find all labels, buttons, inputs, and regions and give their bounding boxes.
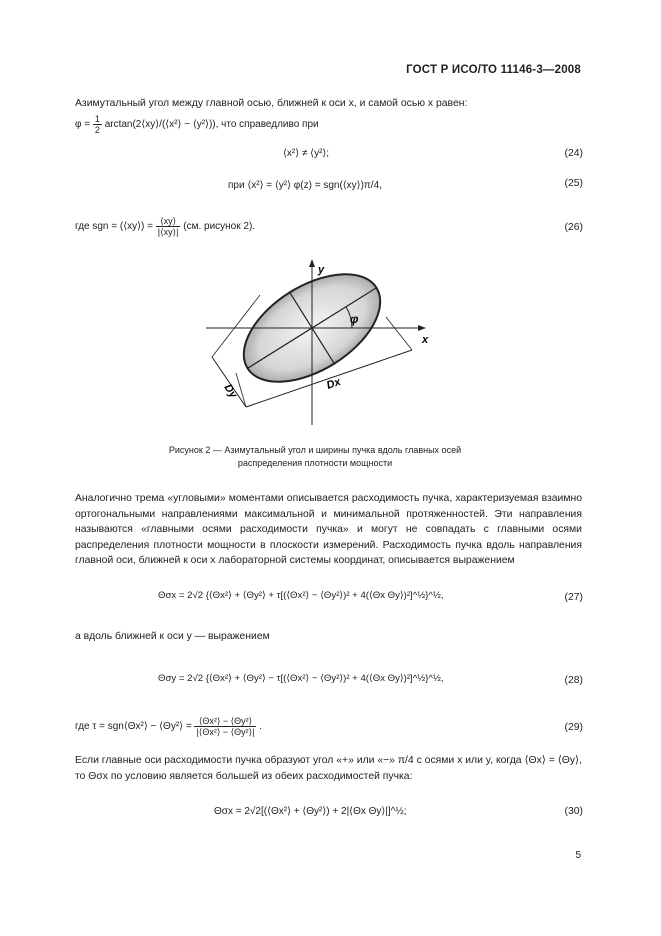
equation-26-prefix: где sgn = (⟨xy⟩) = xyxy=(75,221,153,233)
equation-28-number: (28) xyxy=(564,675,583,686)
phi-formula xyxy=(75,114,319,135)
equation-26 xyxy=(75,216,255,237)
x-axis-arrow xyxy=(418,325,426,331)
dim-dx-label: Dx xyxy=(325,375,343,392)
paragraph-divergence: Аналогично трема «угловыми» моментами описывается расходимость пучка, характеризуемая взаимно ортогональными направлениями максимальной и минимальной протяженностей. Эти направления называются «главными осями расходимости пучка» и могут не совпадать с главными осями распределения плотности мощности в плоскости измерений. Расходимость пучка вдоль направления главной оси, ближней к оси x лабораторной системы координат, описывается выражением xyxy=(75,493,582,567)
equation-29-number: (29) xyxy=(564,722,583,733)
angle-phi-label: φ xyxy=(350,312,359,326)
phi-formula-left: φ = xyxy=(75,119,91,131)
y-axis-intro-line: а вдоль ближней к оси y — выражением xyxy=(75,631,270,642)
equation-29-suffix: . xyxy=(259,721,263,733)
paragraph-principal-axes: Если главные оси расходимости пучка образуют угол «+» или «−» π/4 с осями x или y, когда ⟨Θx⟩ = ⟨Θy⟩, то Θσx по условию является большей из обеих расходимостей пучка: xyxy=(75,755,582,782)
phi-formula-body: arctan(2⟨xy⟩/(⟨x²⟩ − ⟨y²⟩)), что справедливо при xyxy=(104,119,319,131)
equation-26-fraction xyxy=(156,216,181,237)
equation-24: ⟨x²⟩ ≠ ⟨y²⟩; xyxy=(283,148,330,159)
axis-x-label: x xyxy=(422,334,429,346)
extension-line-2 xyxy=(386,317,412,350)
equation-29 xyxy=(75,716,262,737)
axis-y-label: y xyxy=(318,264,325,276)
equation-29-den: |⟨Θx²⟩ − ⟨Θy²⟩| xyxy=(196,727,255,737)
y-axis-arrow xyxy=(309,259,315,267)
equation-26-number: (26) xyxy=(564,222,583,233)
document-header: ГОСТ Р ИСО/ТО 11146-3—2008 xyxy=(406,64,581,76)
equation-24-number: (24) xyxy=(564,148,583,159)
equation-28: Θσy = 2√2 {⟨Θx²⟩ + ⟨Θy²⟩ − τ[(⟨Θx²⟩ − ⟨Θy²⟩)² + 4(⟨Θx Θy⟩)²]^½}^½, xyxy=(158,673,444,684)
equation-25: при ⟨x²⟩ = ⟨y²⟩ φ(z) = sgn(⟨xy⟩)π/4, xyxy=(228,180,382,191)
equation-26-num: ⟨xy⟩ xyxy=(156,216,181,227)
figure-caption xyxy=(60,444,570,470)
equation-27: Θσx = 2√2 {⟨Θx²⟩ + ⟨Θy²⟩ + τ[(⟨Θx²⟩ − ⟨Θy²⟩)² + 4(⟨Θx Θy⟩)²]^½}^½, xyxy=(158,590,444,601)
page-number: 5 xyxy=(575,850,581,861)
dim-dy-label: Dy xyxy=(221,382,240,401)
figure-caption-line1: Рисунок 2 — Азимутальный угол и ширины пучка вдоль главных осей xyxy=(168,445,462,455)
intro-line: Азимутальный угол между главной осью, ближней к оси x, и самой осью x равен: xyxy=(75,98,468,109)
phi-fraction-den: 2 xyxy=(94,125,100,135)
equation-26-den: |⟨xy⟩| xyxy=(157,227,179,237)
figure-2-diagram xyxy=(200,255,440,430)
phi-fraction xyxy=(93,114,102,135)
equation-26-suffix: (см. рисунок 2). xyxy=(183,221,256,233)
equation-30: Θσx = 2√2[(⟨Θx²⟩ + ⟨Θy²⟩) + 2|⟨Θx Θy⟩|]^½; xyxy=(214,806,407,817)
equation-27-number: (27) xyxy=(564,592,583,603)
equation-29-num: ⟨Θx²⟩ − ⟨Θy²⟩ xyxy=(194,716,256,727)
equation-29-fraction xyxy=(194,716,256,737)
figure-caption-line2: распределения плотности мощности xyxy=(237,458,393,468)
equation-30-number: (30) xyxy=(564,806,583,817)
equation-29-prefix: где τ = sgn⟨Θx²⟩ − ⟨Θy²⟩ = xyxy=(75,721,192,733)
phi-fraction-num: 1 xyxy=(94,114,100,124)
equation-25-number: (25) xyxy=(564,178,583,189)
